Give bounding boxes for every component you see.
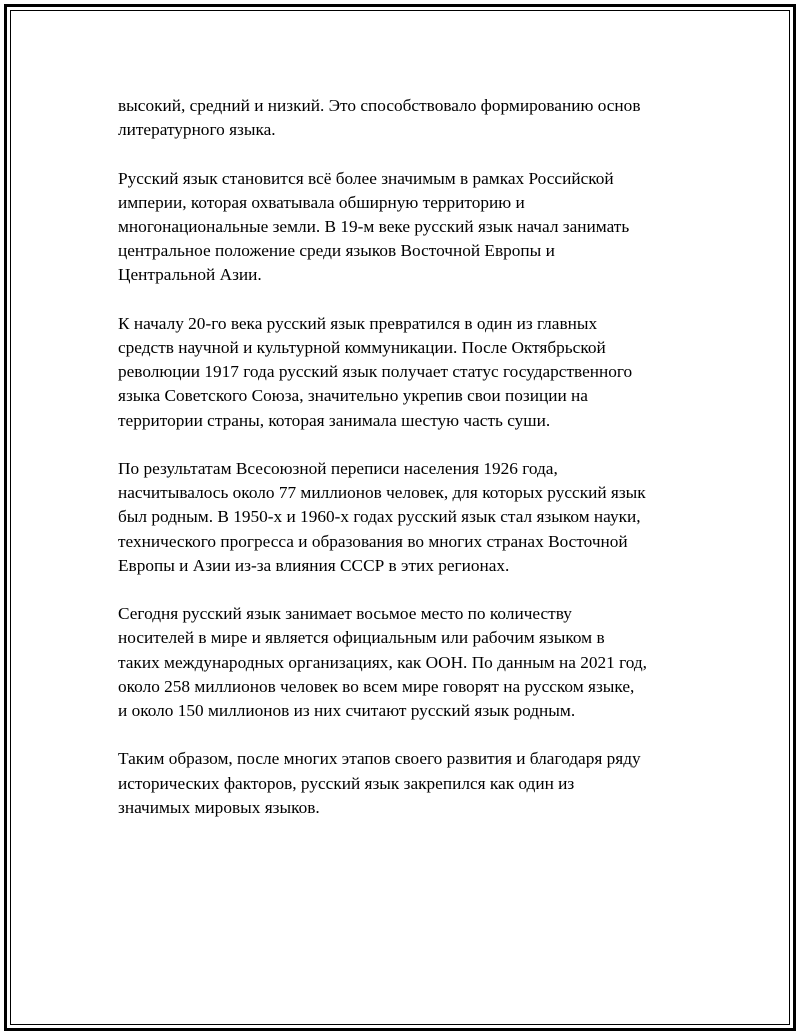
document-body xyxy=(118,94,698,844)
paragraph-2: Русский язык становится всё более значимым в рамках Российской империи, которая охватывала обширную территорию и многонациональные земли. В 19-м веке русский язык начал занимать центральное положение среди языков Восточной Европы и Центральной Азии. xyxy=(118,168,630,285)
paragraph-4: По результатам Всесоюзной переписи населения 1926 года, насчитывалось около 77 миллионов человек, для которых русский язык был родным. В 1950-х и 1960-х годах русский язык стал языком науки, технического прогресса и образования во многих странах Восточной Европы и Азии из-за влияния СССР в этих регионах. xyxy=(118,459,646,575)
paragraph-1: высокий, средний и низкий. Это способствовало формированию основ литературного языка. xyxy=(118,96,641,140)
paragraph-5: Сегодня русский язык занимает восьмое место по количеству носителей в мире и является официальным или рабочим языком в таких международных организациях, как ООН. По данным на 2021 год, около 258 миллионов человек во всем мире говорят на русском языке, и около 150 миллионов из них считают русский язык родным. xyxy=(118,604,647,721)
paragraph-6: Таким образом, после многих этапов своего развития и благодаря ряду исторических факторов, русский язык закрепился как один из значимых мировых языков. xyxy=(118,749,641,817)
paragraph-3: К началу 20-го века русский язык превратился в один из главных средств научной и культурной коммуникации. После Октябрьской революции 1917 года русский язык получает статус государственного языка Советского Союза, значительно укрепив свои позиции на территории страны, которая занимала шестую часть суши. xyxy=(118,313,633,430)
